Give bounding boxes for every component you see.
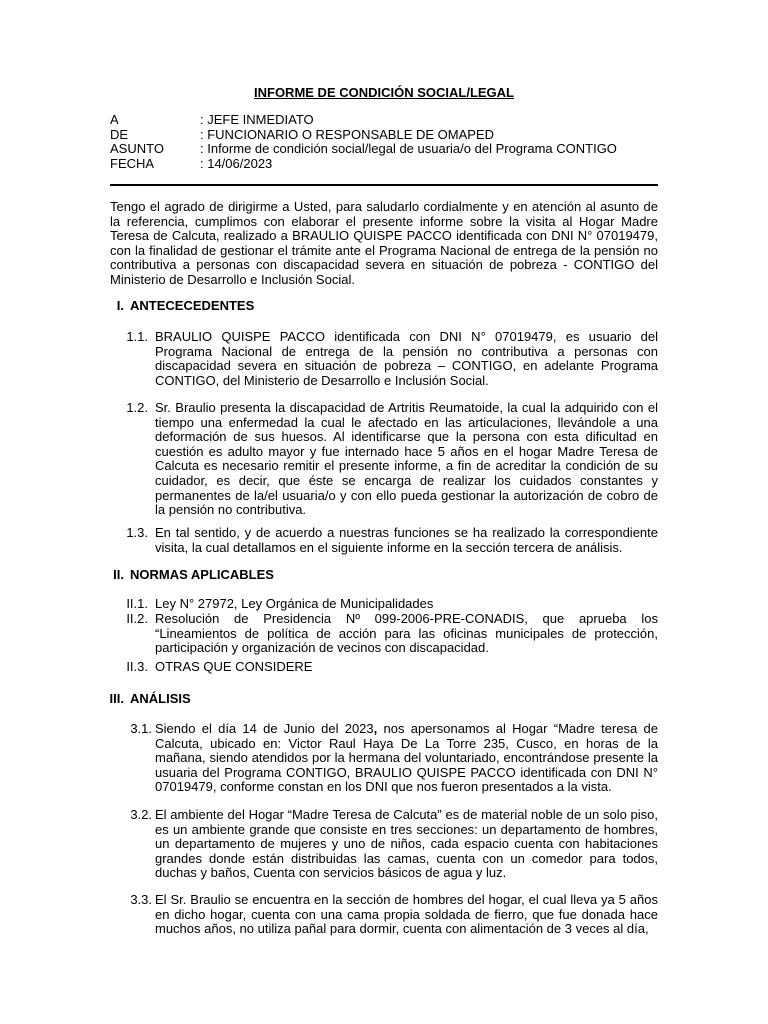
section-heading-analisis [104, 692, 191, 707]
memo-header [110, 113, 670, 171]
item-number: II.2. [126, 611, 148, 626]
header-value: : 14/06/2023 [200, 155, 273, 171]
item-text-part: nos apersonamos al Hogar “Madre teresa de Calcuta, ubicado en: Victor Raul Haya De La Torre 235, Cusco, en horas de la mañana, siendo atendidos por la hermana del voluntariado, encontrándose presente la usuaria del Programa CONTIGO, BRAULIO QUISPE PACCO identificada con DNI N° 07019479, conforme constan en los DNI que nos fueron presentados a la vista. [155, 721, 658, 795]
section-title: NORMAS APLICABLES [130, 567, 274, 582]
header-divider [110, 184, 658, 186]
list-item [118, 401, 658, 518]
item-number: 3.3. [130, 892, 152, 907]
item-number: 1.1. [126, 329, 148, 344]
item-text: En tal sentido, y de acuerdo a nuestras funciones se ha realizado la correspondiente visita, la cual detallamos en el siguiente informe en la sección tercera de análisis. [155, 525, 658, 555]
section-number: I. [116, 298, 124, 313]
item-text: OTRAS QUE CONSIDERE [155, 659, 313, 674]
section-title: ANTECECEDENTES [130, 298, 255, 313]
item-text-bold-comma: , [373, 721, 378, 736]
header-row-fecha [110, 157, 670, 172]
list-item [126, 893, 658, 937]
intro-paragraph: Tengo el agrado de dirigirme a Usted, para saludarlo cordialmente y en atención al asunto de la referencia, cumplimos con elaborar el presente informe sobre la visita al Hogar Madre Teresa de Calcuta, realizado a BRAULIO QUISPE PACCO identificada con DNI N° 07019479, con la finalidad de gestionar el trámite ante el Programa Nacional de entrega de la pensión no contributiva a personas con discapacidad severa en situación de pobreza - CONTIGO del Ministerio de Desarrollo e Inclusión Social. [110, 199, 658, 287]
item-text: El Sr. Braulio se encuentra en la sección de hombres del hogar, el cual lleva ya 5 años en dicho hogar, cuenta con una cama propia soldada de fierro, que fue donada hace muchos años, no utiliza pañal para dormir, cuenta con alimentación de 3 veces al día, [155, 892, 658, 937]
item-number: 3.2. [130, 807, 152, 822]
document-title: INFORME DE CONDICIÓN SOCIAL/LEGAL [254, 85, 514, 100]
header-label: DE [110, 126, 129, 142]
list-item [118, 660, 658, 675]
section-number: II. [113, 567, 124, 582]
header-label: ASUNTO [110, 141, 164, 156]
header-label: FECHA [110, 155, 155, 171]
item-text: BRAULIO QUISPE PACCO identificada con DNI N° 07019479, es usuario del Programa Nacional de entrega de la pensión no contributiva a personas con discapacidad severa en situación de pobreza – CONTIGO, en adelante Programa CONTIGO, del Ministerio de Desarrollo e Inclusión Social. [155, 329, 658, 388]
list-item [126, 722, 658, 795]
item-text: El ambiente del Hogar “Madre Teresa de Calcuta” es de material noble de un solo piso, es un ambiente grande que consiste en tres secciones: un departamento de hombres, un departamento de mujeres y uno de niños, cada espacio cuenta con habitaciones grandes donde están distribuidas las camas, cuenta con un comedor para todos, duchas y baños, Cuenta con servicios básicos de agua y luz. [155, 807, 658, 881]
list-item [126, 808, 658, 881]
section-title: ANÁLISIS [130, 691, 191, 706]
section-heading-normas [104, 568, 274, 583]
header-value: : FUNCIONARIO O RESPONSABLE DE OMAPED [200, 126, 494, 142]
item-number: 3.1. [130, 721, 152, 736]
section-number: III. [109, 691, 124, 706]
item-number: II.3. [126, 659, 148, 674]
header-row-asunto [110, 142, 670, 157]
header-row-a [110, 113, 670, 128]
list-item [118, 330, 658, 388]
item-text: Ley N° 27972, Ley Orgánica de Municipalidades [155, 596, 434, 611]
item-number: II.1. [126, 596, 148, 611]
list-item [118, 612, 658, 656]
header-row-de [110, 128, 670, 143]
item-text [155, 722, 658, 795]
item-text-part: Siendo el día 14 de Junio del 2023 [155, 721, 374, 736]
section-heading-antecedentes [110, 299, 254, 314]
item-text: Sr. Braulio presenta la discapacidad de Artritis Reumatoide, la cual la adquirido con el tiempo una enfermedad la cual le afectado en las articulaciones, llevándole a una deformación de sus huesos. Al identificarse que la persona con esta dificultad en cuestión es adulto mayor y fue internado hace 5 años en el hogar Madre Teresa de Calcuta es necesario remitir el presente informe, a fin de acreditar la condición de su cuidador, es decir, que éste se encarga de realizar los cuidados constantes y permanentes de la/el usuaria/o y con ello pueda gestionar la autorización de cobro de la pensión no contributiva. [155, 400, 658, 518]
item-text: Resolución de Presidencia Nº 099-2006-PRE-CONADIS, que aprueba los “Lineamientos de política de acción para las oficinas municipales de protección, participación y organización de vecinos con discapacidad. [155, 611, 658, 656]
item-number: 1.3. [126, 525, 148, 540]
header-value: : JEFE INMEDIATO [200, 112, 314, 127]
item-number: 1.2. [126, 400, 148, 415]
header-label: A [110, 112, 119, 127]
list-item [118, 597, 658, 612]
list-item [118, 526, 658, 555]
header-value: : Informe de condición social/legal de usuaria/o del Programa CONTIGO [200, 141, 617, 156]
